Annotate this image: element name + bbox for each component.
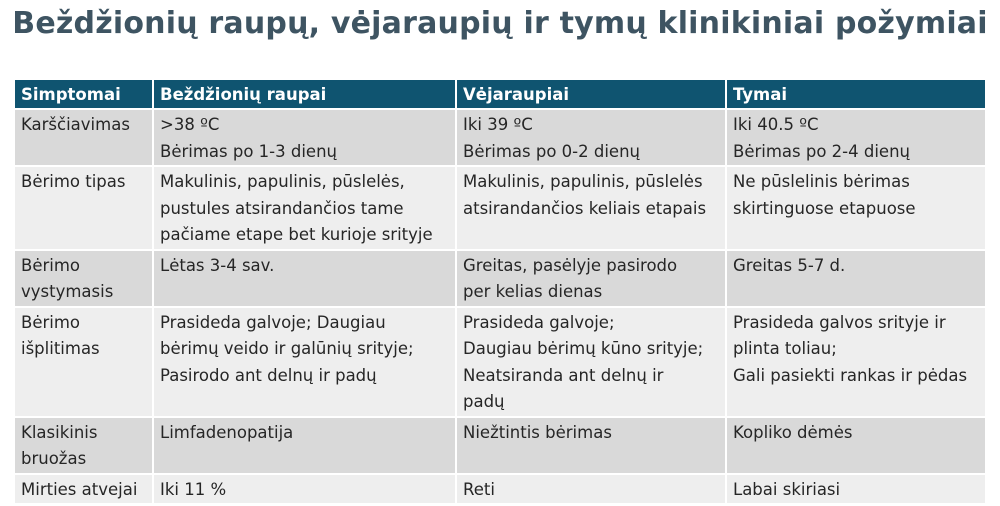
table-row [15, 166, 985, 250]
table-cell [726, 166, 985, 250]
table-cell [153, 474, 456, 504]
cell-line: bėrimų veido ir galūnių srityje; [160, 339, 414, 358]
table-cell [15, 474, 153, 504]
cell-line: Neatsiranda ant delnų ir [463, 365, 664, 385]
cell-line: vystymasis [21, 282, 114, 301]
cell-line: Greitas 5-7 d. [733, 255, 846, 275]
table-row [15, 250, 985, 307]
table-cell [153, 417, 456, 474]
table-header-row [15, 80, 985, 109]
cell-line: Bėrimo tipas [21, 172, 126, 191]
cell-line: atsirandančios keliais etapais [463, 198, 707, 218]
cell-line: Pasirodo ant delnų ir padų [160, 365, 377, 385]
table-cell [153, 250, 456, 307]
table-cell [153, 109, 456, 166]
table-cell [456, 109, 726, 166]
cell-line: išplitimas [21, 339, 100, 358]
table-cell [153, 307, 456, 417]
cell-line: Bėrimas po 2-4 dienų [733, 141, 910, 161]
header-cell-monkeypox: Beždžionių raupai [153, 80, 456, 109]
cell-line: padų [463, 392, 505, 411]
cell-line: bruožas [21, 449, 87, 468]
cell-line: Bėrimas po 1-3 dienų [160, 141, 337, 161]
table-row [15, 474, 985, 504]
table-cell [456, 307, 726, 417]
slide-title: Beždžionių raupų, vėjaraupių ir tymų klinikiniai požymiai [12, 6, 988, 41]
cell-line: Greitas, pasėlyje pasirodo [463, 255, 678, 275]
cell-line: Makulinis, papulinis, pūslelės, [160, 172, 405, 191]
cell-line: Niežtintis bėrimas [463, 422, 612, 442]
table-cell [15, 307, 153, 417]
table-cell [456, 417, 726, 474]
table-cell [456, 166, 726, 250]
table-cell [726, 109, 985, 166]
header-cell-symptoms: Simptomai [15, 80, 153, 109]
cell-line: Karščiavimas [21, 115, 130, 134]
cell-line: Gali pasiekti rankas ir pėdas [733, 365, 968, 385]
cell-line: Prasideda galvoje; Daugiau [160, 312, 386, 332]
cell-line: Klasikinis [21, 422, 98, 442]
table-cell [456, 474, 726, 504]
cell-line: Bėrimas po 0-2 dienų [463, 141, 640, 161]
cell-line: plinta toliau; [733, 339, 837, 358]
cell-line: per kelias dienas [463, 282, 603, 301]
cell-line: pačiame etape bet kurioje srityje [160, 225, 433, 244]
table-cell [456, 250, 726, 307]
table-row [15, 417, 985, 474]
table-cell [15, 166, 153, 250]
cell-line: Iki 39 ºC [463, 115, 533, 134]
table-cell [726, 474, 985, 504]
cell-line: Ne pūslelinis bėrimas [733, 172, 910, 191]
cell-line: Reti [463, 479, 495, 499]
cell-line: Limfadenopatija [160, 422, 294, 442]
cell-line: Bėrimo [21, 312, 81, 332]
cell-line: Bėrimo [21, 255, 81, 275]
cell-line: Daugiau bėrimų kūno srityje; [463, 339, 704, 358]
table-cell [15, 250, 153, 307]
cell-line: Makulinis, papulinis, pūslelės [463, 172, 703, 191]
table-cell [726, 250, 985, 307]
table-cell [15, 109, 153, 166]
cell-line: Iki 40.5 ºC [733, 115, 819, 134]
cell-line: skirtinguose etapuose [733, 198, 916, 218]
table-row [15, 109, 985, 166]
cell-line: Kopliko dėmės [733, 422, 853, 442]
table-cell [15, 417, 153, 474]
table-cell [726, 417, 985, 474]
table-row [15, 307, 985, 417]
cell-line: Prasideda galvoje; [463, 312, 615, 332]
cell-line: >38 ºC [160, 115, 220, 134]
cell-line: Lėtas 3-4 sav. [160, 255, 275, 275]
header-cell-measles: Tymai [726, 80, 985, 109]
cell-line: pustules atsirandančios tame [160, 198, 404, 218]
header-cell-chickenpox: Vėjaraupiai [456, 80, 726, 109]
comparison-table [15, 80, 985, 503]
cell-line: Iki 11 % [160, 479, 227, 499]
cell-line: Prasideda galvos srityje ir [733, 312, 946, 332]
cell-line: Mirties atvejai [21, 479, 138, 499]
table-cell [153, 166, 456, 250]
table-cell [726, 307, 985, 417]
cell-line: Labai skiriasi [733, 479, 841, 499]
